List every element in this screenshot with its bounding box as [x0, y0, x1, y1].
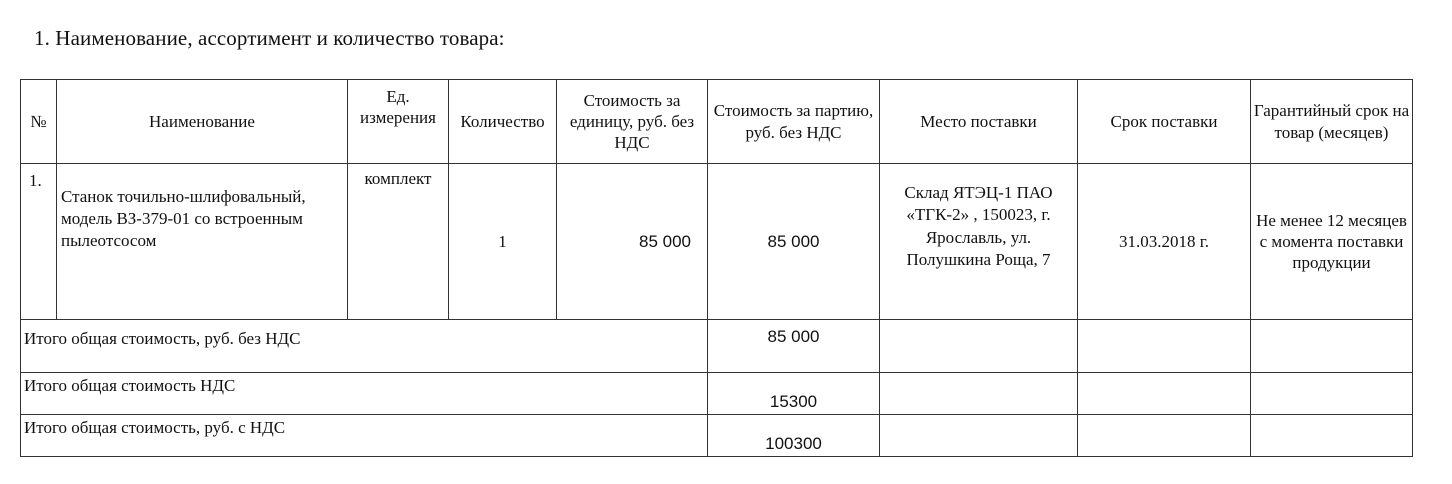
empty-cell	[1078, 415, 1251, 457]
item-no: 1.	[21, 164, 57, 320]
empty-cell	[1251, 415, 1413, 457]
goods-table	[20, 79, 1413, 457]
item-qty: 1	[449, 164, 557, 320]
empty-cell	[880, 373, 1078, 415]
total-gross-value: 100300	[708, 415, 880, 457]
empty-cell	[1251, 320, 1413, 373]
item-name: Станок точильно-шлифовальный, модель ВЗ-379-01 со встроенным пылеотсосом	[57, 164, 348, 320]
col-header-no: №	[21, 80, 57, 164]
section-title: 1. Наименование, ассортимент и количество товара:	[34, 26, 505, 50]
empty-cell	[1078, 320, 1251, 373]
col-header-lot-price: Стоимость за партию, руб. без НДС	[708, 80, 880, 164]
total-row-gross	[21, 415, 1413, 457]
col-header-warranty: Гарантийный срок на товар (месяцев)	[1251, 80, 1413, 164]
col-header-place: Место поставки	[880, 80, 1078, 164]
table-row	[21, 164, 1413, 320]
item-unit-price: 85 000	[557, 164, 708, 320]
col-header-unit-price: Стоимость за единицу, руб. без НДС	[557, 80, 708, 164]
empty-cell	[880, 415, 1078, 457]
total-row-vat	[21, 373, 1413, 415]
empty-cell	[880, 320, 1078, 373]
col-header-term: Срок поставки	[1078, 80, 1251, 164]
total-net-value: 85 000	[708, 320, 880, 373]
col-header-qty: Количество	[449, 80, 557, 164]
total-vat-value: 15300	[708, 373, 880, 415]
total-net-label: Итого общая стоимость, руб. без НДС	[21, 320, 708, 373]
total-gross-label: Итого общая стоимость, руб. с НДС	[21, 415, 708, 457]
col-header-name: Наименование	[57, 80, 348, 164]
total-vat-label: Итого общая стоимость НДС	[21, 373, 708, 415]
empty-cell	[1251, 373, 1413, 415]
col-header-unit: Ед. измерения	[348, 80, 449, 164]
item-unit: комплект	[348, 164, 449, 320]
total-row-net	[21, 320, 1413, 373]
table-header-row	[21, 80, 1413, 164]
item-warranty: Не менее 12 месяцев с момента поставки продукции	[1251, 164, 1413, 320]
empty-cell	[1078, 373, 1251, 415]
item-place: Склад ЯТЭЦ-1 ПАО «ТГК-2» , 150023, г. Ярославль, ул. Полушкина Роща, 7	[880, 164, 1078, 320]
item-lot-price: 85 000	[708, 164, 880, 320]
item-term: 31.03.2018 г.	[1078, 164, 1251, 320]
